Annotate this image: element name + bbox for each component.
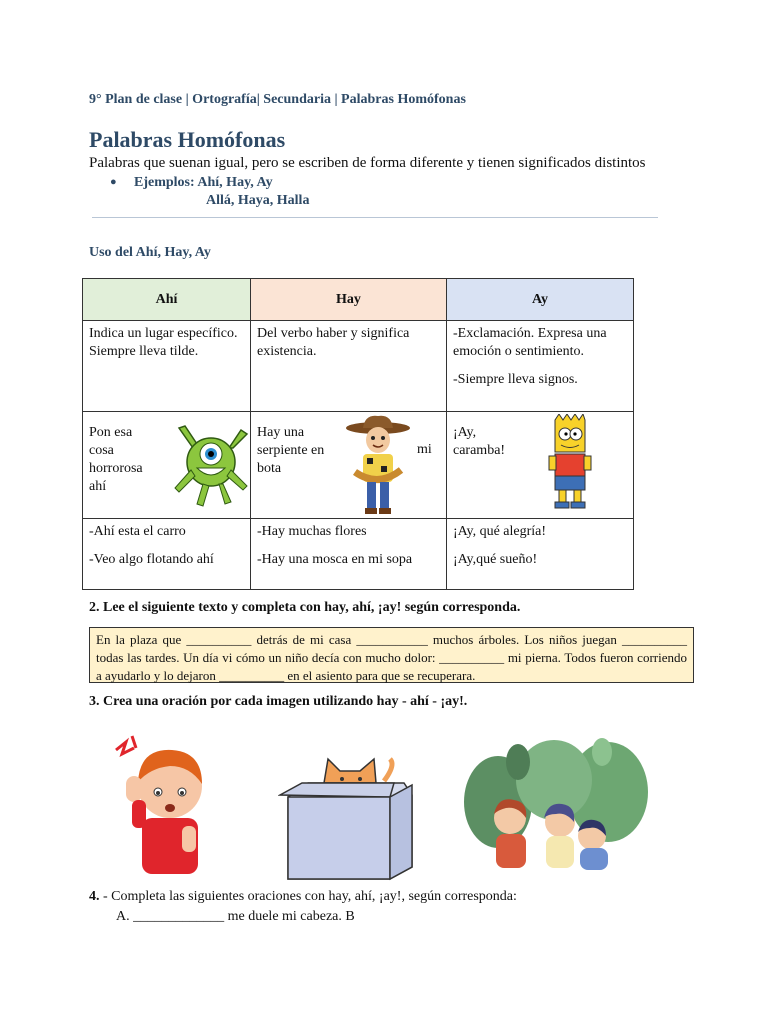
homophones-table xyxy=(82,278,634,590)
ex-hay-2: -Hay una mosca en mi sopa xyxy=(257,552,413,567)
ex-ahi-2: -Veo algo flotando ahí xyxy=(89,552,214,567)
ex-hay xyxy=(251,519,447,590)
question-4-text: 4. - Completa las siguientes oraciones con hay, ahí, ¡ay!, según corresponda: xyxy=(89,889,517,904)
img-caption-ahi: Pon esa cosa horrorosa ahí xyxy=(89,425,143,494)
ex-ahi xyxy=(83,519,251,590)
cat-in-box-image xyxy=(278,755,414,883)
question-4-number: 4. xyxy=(89,889,100,904)
img-cell-hay xyxy=(251,412,447,519)
img-caption-hay-text: Hay una serpiente en bota xyxy=(257,425,325,476)
table-row-examples xyxy=(83,519,634,590)
def-hay xyxy=(251,321,447,412)
question-4-title xyxy=(89,889,517,905)
plan-line: 9° Plan de clase | Ortografía| Secundaria | Palabras Homófonas xyxy=(89,92,466,107)
section-title-uso: Uso del Ahí, Hay, Ay xyxy=(89,245,211,260)
question-2-title: 2. Lee el siguiente texto y completa con hay, ahí, ¡ay! según corresponda. xyxy=(89,600,521,615)
ex-hay-1: -Hay muchas flores xyxy=(257,524,367,539)
green-monster-image xyxy=(171,418,251,508)
examples-line-1: Ejemplos: Ahí, Hay, Ay xyxy=(134,175,273,190)
def-ay-text-1: -Exclamación. Expresa una emoción o sentimiento. xyxy=(453,326,607,359)
header-hay: Hay xyxy=(251,279,447,321)
img-cell-ahi xyxy=(83,412,251,519)
img-caption-hay xyxy=(257,424,337,478)
img-caption-ay: ¡Ay, caramba! xyxy=(453,425,506,458)
cartoon-boy-image xyxy=(545,414,595,510)
ex-ay xyxy=(447,519,634,590)
page-title: Palabras Homófonas xyxy=(89,127,286,152)
children-in-bushes-image xyxy=(458,732,652,882)
divider xyxy=(92,217,658,218)
question-3-title: 3. Crea una oración por cada imagen utilizando hay - ahí - ¡ay!. xyxy=(89,694,468,709)
def-ahi-text: Indica un lugar específico. Siempre lleva tilde. xyxy=(89,326,238,359)
ex-ay-1: ¡Ay, qué alegría! xyxy=(453,524,547,539)
img-cell-ay xyxy=(447,412,634,519)
bullet-icon: ● xyxy=(110,176,117,188)
def-hay-text: Del verbo haber y significa existencia. xyxy=(257,326,410,359)
table-header-row xyxy=(83,279,634,321)
def-ay-text-2: -Siempre lleva signos. xyxy=(453,372,578,387)
header-ahi: Ahí xyxy=(83,279,251,321)
table-row-definitions xyxy=(83,321,634,412)
question-4-item-a: A. _____________ me duele mi cabeza. B xyxy=(116,909,355,924)
def-ay xyxy=(447,321,634,412)
examples-line-2: Allá, Haya, Halla xyxy=(206,193,310,208)
ex-ahi-1: -Ahí esta el carro xyxy=(89,524,186,539)
def-ahi xyxy=(83,321,251,412)
cowboy-toy-image xyxy=(345,414,411,514)
header-ay: Ay xyxy=(447,279,634,321)
hurt-child-image xyxy=(110,732,210,882)
img-caption-hay-tail: mi xyxy=(417,442,432,457)
intro-text: Palabras que suenan igual, pero se escriben de forma diferente y tienen significados distintos xyxy=(89,155,646,171)
table-row-images xyxy=(83,412,634,519)
ex-ay-2: ¡Ay,qué sueño! xyxy=(453,552,538,567)
question-2-text-box: En la plaza que __________ detrás de mi casa ___________ muchos árboles. Los niños juegan __________ todas las tardes. Un día vi cómo un niño decía con mucho dolor: __________ mi pierna. Todos fueron corriendo a ayudarlo y lo dejaron __________ en el asiento para que se recuperara. xyxy=(89,627,694,683)
